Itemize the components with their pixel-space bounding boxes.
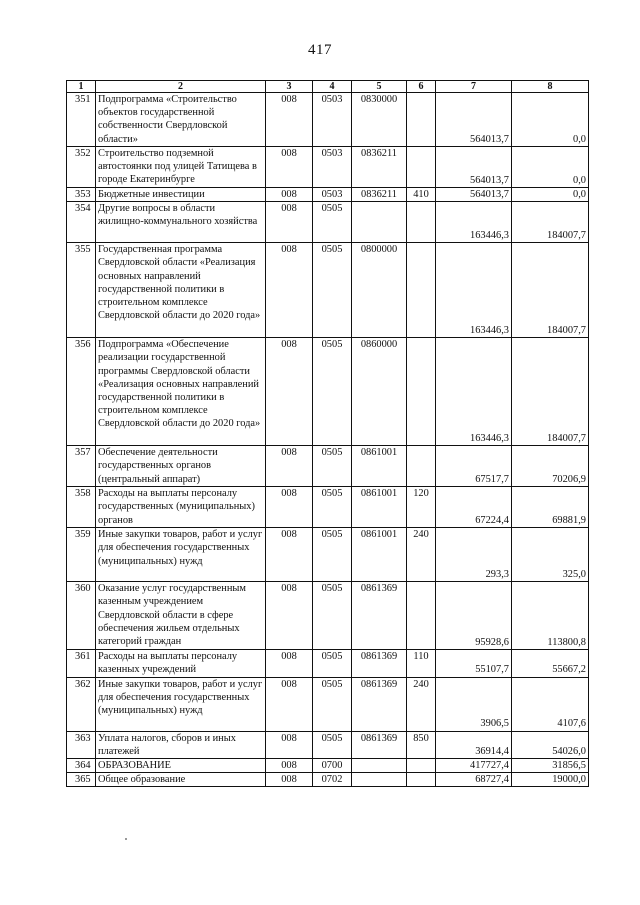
row-number: 352	[67, 147, 96, 188]
row-code-5: 0836211	[352, 188, 407, 202]
row-name: Уплата налогов, сборов и иных платежей	[96, 731, 266, 758]
row-code-3: 008	[266, 243, 313, 338]
table-row	[67, 202, 589, 243]
row-code-6	[407, 338, 436, 446]
row-code-3: 008	[266, 773, 313, 787]
row-code-3: 008	[266, 677, 313, 731]
row-code-3: 008	[266, 528, 313, 582]
row-name: Другие вопросы в области жилищно-коммунального хозяйства	[96, 202, 266, 243]
row-value-8: 325,0	[512, 528, 589, 582]
row-code-5: 0861369	[352, 677, 407, 731]
row-code-5	[352, 759, 407, 773]
row-code-6	[407, 582, 436, 650]
row-number: 354	[67, 202, 96, 243]
row-code-5	[352, 202, 407, 243]
row-value-8: 0,0	[512, 147, 589, 188]
row-number: 358	[67, 487, 96, 528]
col-header-2: 2	[96, 81, 266, 93]
row-value-8: 113800,8	[512, 582, 589, 650]
row-name: Расходы на выплаты персоналу государственных (муниципальных) органов	[96, 487, 266, 528]
row-code-3: 008	[266, 93, 313, 147]
row-code-6: 120	[407, 487, 436, 528]
row-code-6	[407, 202, 436, 243]
row-value-7: 36914,4	[436, 731, 512, 758]
table-row	[67, 582, 589, 650]
col-header-7: 7	[436, 81, 512, 93]
row-code-4: 0700	[313, 759, 352, 773]
row-name: Государственная программа Свердловской области «Реализация основных направлений государственной политики в строительном комплексе Свердловской области до 2020 года»	[96, 243, 266, 338]
row-code-4: 0505	[313, 338, 352, 446]
row-value-8: 19000,0	[512, 773, 589, 787]
row-code-6	[407, 243, 436, 338]
row-number: 365	[67, 773, 96, 787]
row-code-4: 0702	[313, 773, 352, 787]
row-value-7: 564013,7	[436, 147, 512, 188]
row-code-3: 008	[266, 487, 313, 528]
budget-table	[66, 80, 589, 787]
row-code-3: 008	[266, 731, 313, 758]
row-code-5: 0836211	[352, 147, 407, 188]
row-value-7: 68727,4	[436, 773, 512, 787]
row-code-6	[407, 773, 436, 787]
row-code-5: 0830000	[352, 93, 407, 147]
row-code-4: 0505	[313, 243, 352, 338]
row-number: 351	[67, 93, 96, 147]
row-value-8: 4107,6	[512, 677, 589, 731]
row-code-5	[352, 773, 407, 787]
col-header-3: 3	[266, 81, 313, 93]
row-code-5: 0861369	[352, 582, 407, 650]
table-row	[67, 731, 589, 758]
row-value-7: 55107,7	[436, 650, 512, 677]
row-code-4: 0503	[313, 147, 352, 188]
row-value-7: 67224,4	[436, 487, 512, 528]
row-value-8: 54026,0	[512, 731, 589, 758]
row-code-3: 008	[266, 188, 313, 202]
row-name: Бюджетные инвестиции	[96, 188, 266, 202]
row-code-3: 008	[266, 446, 313, 487]
row-code-4: 0503	[313, 188, 352, 202]
row-code-6: 410	[407, 188, 436, 202]
row-name: Расходы на выплаты персоналу казенных учреждений	[96, 650, 266, 677]
row-code-6: 110	[407, 650, 436, 677]
col-header-4: 4	[313, 81, 352, 93]
row-code-3: 008	[266, 759, 313, 773]
row-code-6: 240	[407, 677, 436, 731]
row-code-4: 0503	[313, 93, 352, 147]
row-code-4: 0505	[313, 446, 352, 487]
row-code-4: 0505	[313, 650, 352, 677]
row-value-7: 95928,6	[436, 582, 512, 650]
row-code-4: 0505	[313, 487, 352, 528]
row-code-5: 0861369	[352, 731, 407, 758]
header-row	[67, 81, 589, 93]
row-code-5: 0861001	[352, 487, 407, 528]
row-code-4: 0505	[313, 731, 352, 758]
col-header-5: 5	[352, 81, 407, 93]
row-code-5: 0800000	[352, 243, 407, 338]
row-number: 361	[67, 650, 96, 677]
row-code-3: 008	[266, 338, 313, 446]
row-name: Оказание услуг государственным казенным учреждением Свердловской области в сфере обеспечения жильем отдельных категорий граждан	[96, 582, 266, 650]
col-header-8: 8	[512, 81, 589, 93]
row-code-5: 0860000	[352, 338, 407, 446]
row-code-3: 008	[266, 582, 313, 650]
row-value-8: 184007,7	[512, 202, 589, 243]
row-code-3: 008	[266, 650, 313, 677]
row-code-5: 0861001	[352, 446, 407, 487]
row-value-8: 70206,9	[512, 446, 589, 487]
table-row	[67, 243, 589, 338]
row-code-5: 0861369	[352, 650, 407, 677]
row-name: Строительство подземной автостоянки под улицей Татищева в городе Екатеринбурге	[96, 147, 266, 188]
row-code-6	[407, 147, 436, 188]
row-number: 363	[67, 731, 96, 758]
row-value-7: 564013,7	[436, 188, 512, 202]
table-row	[67, 650, 589, 677]
row-value-8: 55667,2	[512, 650, 589, 677]
row-code-4: 0505	[313, 582, 352, 650]
row-code-6: 850	[407, 731, 436, 758]
row-name: Подпрограмма «Строительство объектов государственной собственности Свердловской области»	[96, 93, 266, 147]
row-number: 353	[67, 188, 96, 202]
row-code-3: 008	[266, 202, 313, 243]
row-value-7: 293,3	[436, 528, 512, 582]
table-row	[67, 147, 589, 188]
row-value-8: 184007,7	[512, 243, 589, 338]
table-row	[67, 188, 589, 202]
table-row	[67, 528, 589, 582]
row-code-4: 0505	[313, 677, 352, 731]
col-header-1: 1	[67, 81, 96, 93]
row-name: ОБРАЗОВАНИЕ	[96, 759, 266, 773]
table-row	[67, 677, 589, 731]
row-number: 359	[67, 528, 96, 582]
table-row	[67, 487, 589, 528]
row-code-4: 0505	[313, 528, 352, 582]
row-name: Общее образование	[96, 773, 266, 787]
table-row	[67, 93, 589, 147]
row-code-6: 240	[407, 528, 436, 582]
row-value-7: 163446,3	[436, 202, 512, 243]
row-value-8: 0,0	[512, 93, 589, 147]
row-code-6	[407, 93, 436, 147]
row-number: 356	[67, 338, 96, 446]
row-value-8: 184007,7	[512, 338, 589, 446]
row-code-5: 0861001	[352, 528, 407, 582]
row-number: 360	[67, 582, 96, 650]
row-code-4: 0505	[313, 202, 352, 243]
row-code-6	[407, 759, 436, 773]
table-row	[67, 446, 589, 487]
row-number: 357	[67, 446, 96, 487]
row-name: Иные закупки товаров, работ и услуг для обеспечения государственных (муниципальных) нужд	[96, 528, 266, 582]
table-row	[67, 773, 589, 787]
row-name: Подпрограмма «Обеспечение реализации государственной программы Свердловской области «Реализация основных направлений государственной политики в строительном комплексе Свердловской области до 2020 года»	[96, 338, 266, 446]
row-code-6	[407, 446, 436, 487]
row-number: 362	[67, 677, 96, 731]
row-value-7: 67517,7	[436, 446, 512, 487]
row-value-7: 3906,5	[436, 677, 512, 731]
row-value-7: 417727,4	[436, 759, 512, 773]
scan-speck	[125, 838, 127, 840]
table-row	[67, 759, 589, 773]
row-value-7: 163446,3	[436, 338, 512, 446]
row-code-3: 008	[266, 147, 313, 188]
row-number: 355	[67, 243, 96, 338]
row-name: Иные закупки товаров, работ и услуг для обеспечения государственных (муниципальных) нужд	[96, 677, 266, 731]
row-value-8: 0,0	[512, 188, 589, 202]
row-value-8: 31856,5	[512, 759, 589, 773]
row-value-7: 163446,3	[436, 243, 512, 338]
row-value-8: 69881,9	[512, 487, 589, 528]
row-value-7: 564013,7	[436, 93, 512, 147]
row-number: 364	[67, 759, 96, 773]
row-name: Обеспечение деятельности государственных органов (центральный аппарат)	[96, 446, 266, 487]
table-row	[67, 338, 589, 446]
page-number: 417	[308, 42, 332, 58]
col-header-6: 6	[407, 81, 436, 93]
